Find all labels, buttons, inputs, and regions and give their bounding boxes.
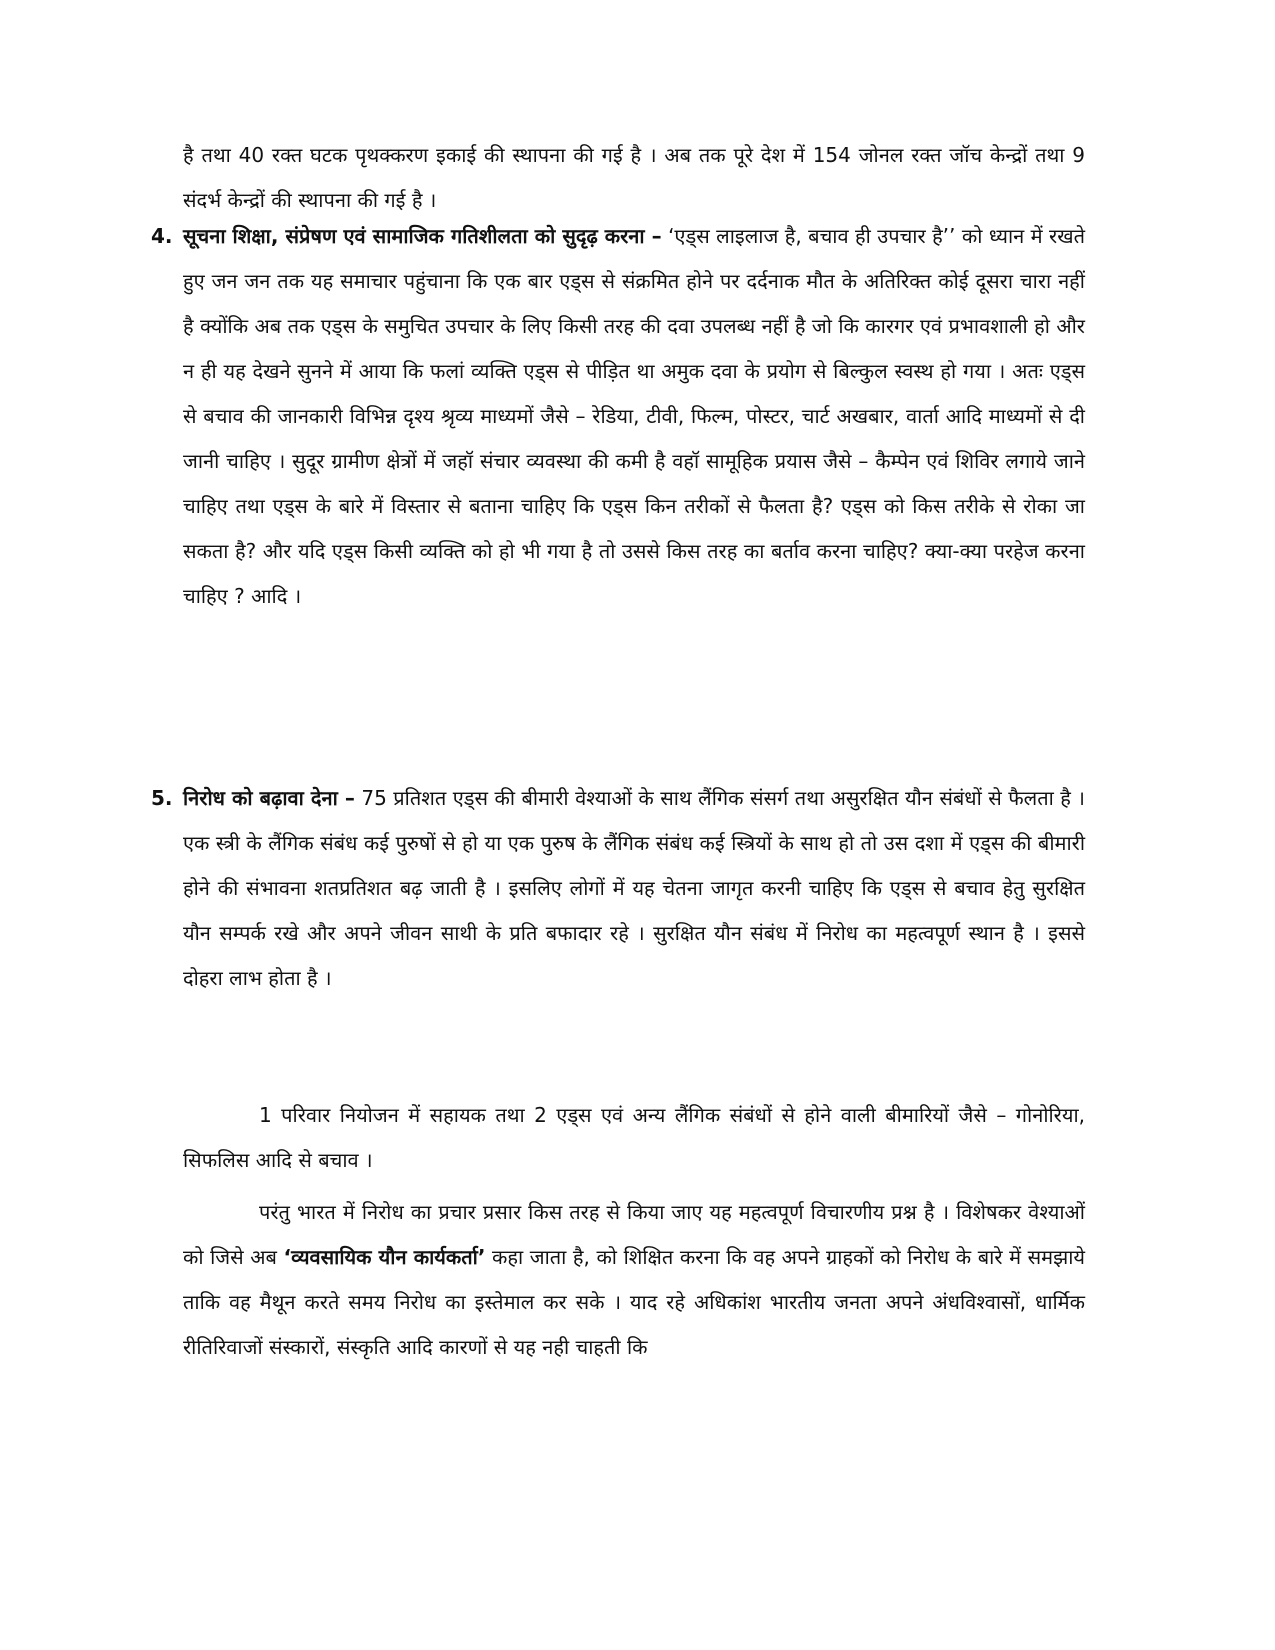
benefits-paragraph-text: 1 परिवार नियोजन में सहायक तथा 2 एड्स एवं अन्य लैंगिक संबंधों से होने वाली बीमारियों जैसे – गोनोरिया, सिफलिस आदि से बचाव । <box>183 1103 1085 1172</box>
item-5-body: 75 प्रतिशत एड्स की बीमारी वेश्याओं के साथ लैंगिक संसर्ग तथा असुरक्षित यौन संबंधों से फैलता है । एक स्त्री के लैंगिक संबंध कई पुरुषों से हो या एक पुरुष के लैंगिक संबंध कई स्त्रियों के साथ हो तो उस दशा में एड्स की बीमारी होने की संभावना शतप्रतिशत बढ़ जाती है । इसलिए लोगों में यह चेतना जागृत करनी चाहिए कि एड्स से बचाव हेतु सुरक्षित यौन सम्पर्क रखे और अपने जीवन साथी के प्रति बफादार रहे । सुरक्षित यौन संबंध में निरोध का महत्वपूर्ण स्थान है । इससे दोहरा लाभ होता है । <box>183 786 1085 990</box>
benefits-paragraph <box>183 1093 1085 1183</box>
item-4-number: 4. <box>151 224 173 248</box>
opening-paragraph <box>183 133 1085 223</box>
closing-paragraph <box>183 1190 1085 1370</box>
item-4-heading: सूचना शिक्षा, संप्रेषण एवं सामाजिक गतिशीलता को सुदृढ़ करना – <box>183 224 662 248</box>
closing-paragraph-before: परंतु भारत में निरोध का प्रचार प्रसार किस तरह से किया जाए यह महत्वपूर्ण विचारणीय प्रश्न है । विशेषकर वेश्याओं को जिसे अब <box>183 1200 1085 1269</box>
item-5-number: 5. <box>151 786 173 810</box>
opening-paragraph-text: है तथा 40 रक्त घटक पृथक्करण इकाई की स्थापना की गई है । अब तक पूरे देश में 154 जोनल रक्त जॉच केन्द्रों तथा 9 संदर्भ केन्द्रों की स्थापना की गई है । <box>183 143 1085 212</box>
item-5-heading: निरोध को बढ़ावा देना – <box>183 786 355 810</box>
closing-paragraph-bold-term: ‘व्यवसायिक यौन कार्यकर्ता’ <box>283 1245 486 1269</box>
closing-paragraph-after: कहा जाता है, को शिक्षित करना कि वह अपने ग्राहकों को निरोध के बारे में समझाये ताकि वह मैथून करते समय निरोध का इस्तेमाल कर सके । याद रहे अधिकांश भारतीय जनता अपने अंधविश्वासों, धार्मिक रीतिरिवाजों संस्कारों, संस्कृति आदि कारणों से यह नही चाहती कि <box>183 1245 1085 1359</box>
item-4-body: ‘एड्स लाइलाज है, बचाव ही उपचार है’’ को ध्यान में रखते हुए जन जन तक यह समाचार पहुंचाना कि एक बार एड्स से संक्रमित होने पर दर्दनाक मौत के अतिरिक्त कोई दूसरा चारा नहीं है क्योंकि अब तक एड्स के समुचित उपचार के लिए किसी तरह की दवा उपलब्ध नहीं है जो कि कारगर एवं प्रभावशाली हो और न ही यह देखने सुनने में आया कि फलां व्यक्ति एड्स से पीड़ित था अमुक दवा के प्रयोग से बिल्कुल स्वस्थ हो गया । अतः एड्स से बचाव की जानकारी विभिन्न दृश्य श्रृव्य माध्यमों जैसे – रेडिया, टीवी, फिल्म, पोस्टर, चार्ट अखबार, वार्ता आदि माध्यमों से दी जानी चाहिए । सुदूर ग्रामीण क्षेत्रों में जहॉ संचार व्यवस्था की कमी है वहॉ सामूहिक प्रयास जैसे – कैम्पेन एवं शिविर लगाये जाने चाहिए तथा एड्स के बारे में विस्तार से बताना चाहिए कि एड्स किन तरीकों से फैलता है? एड्स को किस तरीके से रोका जा सकता है? और यदि एड्स किसी व्यक्ति को हो भी गया है तो उससे किस तरह का बर्ताव करना चाहिए? क्या-क्या परहेज करना चाहिए ? आदि । <box>183 224 1085 608</box>
item-5-paragraph <box>183 776 1085 1001</box>
item-4-paragraph <box>183 214 1085 619</box>
